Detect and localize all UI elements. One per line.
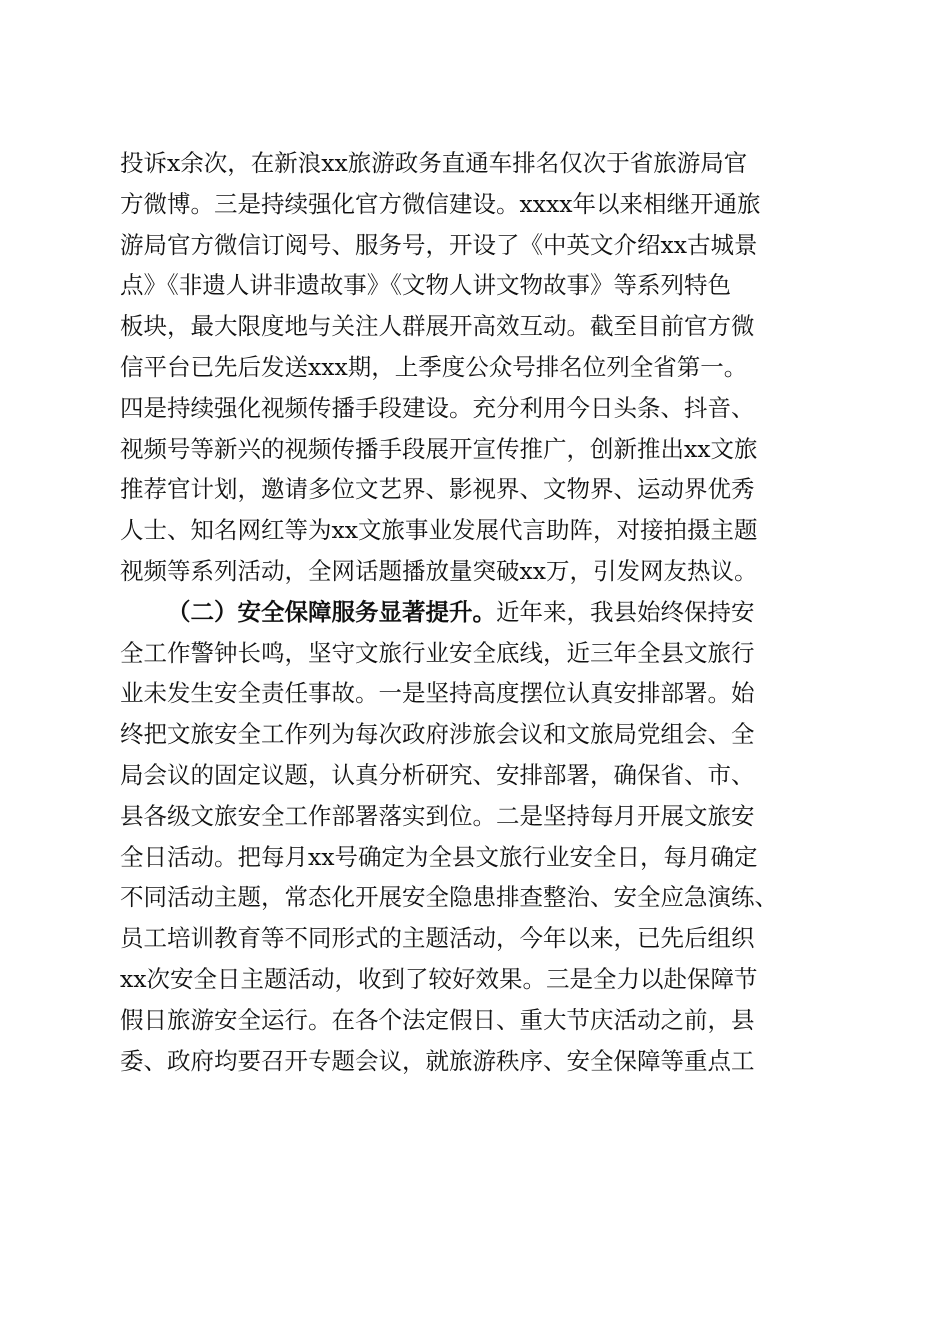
text-line: 终把文旅安全工作列为每次政府涉旅会议和文旅局党组会、全 bbox=[120, 720, 755, 749]
text-line: 全工作警钟长鸣，坚守文旅行业安全底线，近三年全县文旅行 bbox=[120, 638, 755, 667]
text-line: 业未发生安全责任事故。一是坚持高度摆位认真安排部署。始 bbox=[120, 679, 755, 708]
text-line: 县各级文旅安全工作部署落实到位。二是坚持每月开展文旅安 bbox=[120, 801, 755, 830]
text-line: 假日旅游安全运行。在各个法定假日、重大节庆活动之前，县 bbox=[120, 1005, 755, 1034]
text-line: xx次安全日主题活动，收到了较好效果。三是全力以赴保障节 bbox=[120, 964, 758, 993]
text-line: 视频等系列活动，全网话题播放量突破xx万，引发网友热议。 bbox=[120, 556, 758, 585]
text-line: 局会议的固定议题，认真分析研究、安排部署，确保省、市、 bbox=[120, 760, 755, 789]
section-heading: （二）安全保障服务显著提升。 bbox=[167, 597, 496, 626]
text-line: 游局官方微信订阅号、服务号，开设了《中英文介绍xx古城景 bbox=[120, 230, 758, 259]
text-line: 视频号等新兴的视频传播手段展开宣传推广，创新推出xx文旅 bbox=[120, 434, 758, 463]
section-first-line-text: 近年来，我县始终保持安 bbox=[496, 597, 755, 626]
text-line: 方微博。三是持续强化官方微信建设。xxxx年以来相继开通旅 bbox=[120, 189, 761, 218]
text-line: 不同活动主题，常态化开展安全隐患排查整治、安全应急演练、 bbox=[120, 883, 778, 912]
text-line: 投诉x余次，在新浪xx旅游政务直通车排名仅次于省旅游局官 bbox=[120, 149, 748, 177]
text-line: 员工培训教育等不同形式的主题活动，今年以来，已先后组织 bbox=[120, 924, 755, 953]
text-line: 全日活动。把每月xx号确定为全县文旅行业安全日，每月确定 bbox=[120, 842, 758, 871]
body-text bbox=[120, 143, 830, 1081]
text-line: 推荐官计划，邀请多位文艺界、影视界、文物界、运动界优秀 bbox=[120, 475, 755, 504]
text-line: 人士、知名网红等为xx文旅事业发展代言助阵，对接拍摄主题 bbox=[120, 516, 758, 545]
text-line: 板块，最大限度地与关注人群展开高效互动。截至目前官方微 bbox=[120, 312, 755, 341]
text-line: 点》《非遗人讲非遗故事》《文物人讲文物故事》等系列特色 bbox=[120, 271, 731, 300]
text-line: 四是持续强化视频传播手段建设。充分利用今日头条、抖音、 bbox=[120, 393, 755, 422]
section-first-line bbox=[120, 592, 830, 633]
text-line: 信平台已先后发送xxx期，上季度公众号排名位列全省第一。 bbox=[120, 352, 748, 381]
text-line: 委、政府均要召开专题会议，就旅游秩序、安全保障等重点工 bbox=[120, 1046, 755, 1075]
